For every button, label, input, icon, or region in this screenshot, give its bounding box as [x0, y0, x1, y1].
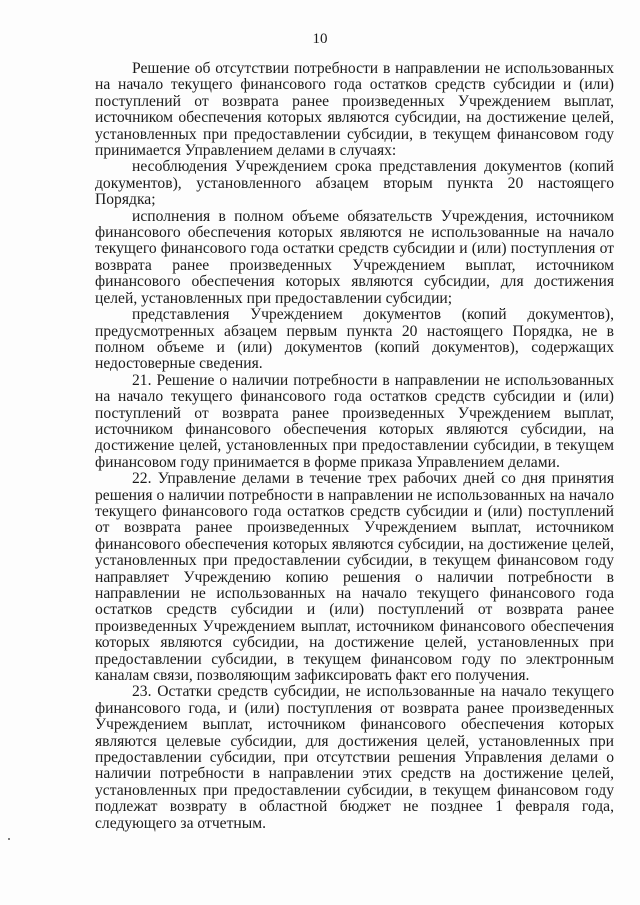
page-number: 10	[312, 31, 328, 47]
paragraph-decision-absence: Решение об отсутствии потребности в направлении не использованных на начало текущего финансового года остатков средств субсидии и (или) поступлений от возврата ранее произведенных Учреждением выплат, источником обеспечения которых являются субсидии, на достижение целей, установленных при предоставлении субсидии, в текущем финансовом году принимается Управлением делами в случаях:	[95, 60, 614, 160]
scan-speck	[8, 838, 10, 840]
document-body	[95, 61, 614, 832]
paragraph-case-obligations: исполнения в полном объеме обязательств Учреждения, источником финансового обеспечения которых являются не использованные на начало текущего финансового года остатки средств субсидии и (или) поступления от возврата ранее произведенных Учреждением выплат, источником финансового обеспечения которых являются субсидии, для достижения целей, установленных при предоставлении субсидии;	[95, 207, 614, 307]
paragraph-case-documents: представления Учреждением документов (копий документов), предусмотренных абзацем первым пункта 20 настоящего Порядка, не в полном объеме и (или) документов (копий документов), содержащих недостоверные сведения.	[95, 306, 614, 373]
paragraph-clause-22: 22. Управление делами в течение трех рабочих дней со дня принятия решения о наличии потребности в направлении не использованных на начало текущего финансового года остатков средств субсидии и (или) поступлений от возврата ранее произведенных Учреждением выплат, источником финансового обеспечения которых являются субсидии, на достижение целей, установленных при предоставлении субсидии, в текущем финансовом году направляет Учреждению копию решения о наличии потребности в направлении не использованных на начало текущего финансового года остатков средств субсидии и (или) поступлений от возврата ранее произведенных Учреждением выплат, источником финансового обеспечения которых являются субсидии, на достижение целей, установленных при предоставлении субсидии, в текущем финансовом году по электронным каналам связи, позволяющим зафиксировать факт его получения.	[95, 470, 614, 685]
paragraph-case-deadline: несоблюдения Учреждением срока представления документов (копий документов), установленного абзацем вторым пункта 20 настоящего Порядка;	[95, 158, 614, 209]
paragraph-clause-23: 23. Остатки средств субсидии, не использованные на начало текущего финансового года, и (или) поступления от возврата ранее произведенных Учреждением выплат, источником финансового обеспечения которых являются целевые субсидии, для достижения целей, установленных при предоставлении субсидии, при отсутствии решения Управления делами о наличии потребности в направлении этих средств на достижение целей, установленных при предоставлении субсидии, в текущем финансовом году подлежат возврату в областной бюджет не позднее 1 февраля года, следующего за отчетным.	[95, 683, 614, 832]
paragraph-clause-21: 21. Решение о наличии потребности в направлении не использованных на начало текущего финансового года остатков средств субсидии и (или) поступлений от возврата ранее произведенных Учреждением выплат, источником финансового обеспечения которых являются субсидии, на достижение целей, установленных при предоставлении субсидии, в текущем финансовом году принимается в форме приказа Управлением делами.	[95, 371, 614, 471]
